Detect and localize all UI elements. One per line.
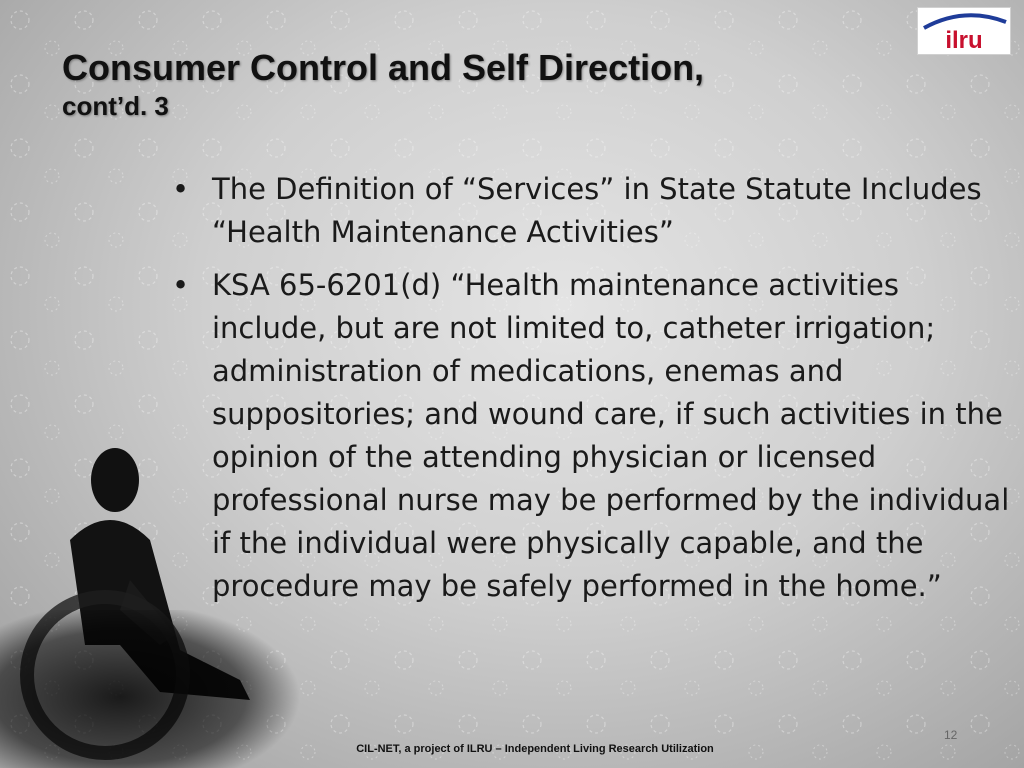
slide-title xyxy=(62,46,922,122)
bullet-list xyxy=(170,168,1016,618)
ilru-logo-mark xyxy=(918,8,1010,54)
title-main: Consumer Control and Self Direction, xyxy=(62,47,705,88)
svg-text:ilru: ilru xyxy=(945,27,983,54)
page-number: 12 xyxy=(944,728,958,742)
bullet-item xyxy=(170,264,1016,608)
footer-text: CIL-NET, a project of ILRU – Independent Living Research Utilization xyxy=(356,743,714,755)
title-subtitle: cont’d. 3 xyxy=(62,91,169,121)
bullet-marker: • xyxy=(172,268,190,302)
bullet-text: The Definition of “Services” in State Statute Includes “Health Maintenance Activities” xyxy=(212,172,982,249)
bullet-item xyxy=(170,168,1016,254)
bullet-marker: • xyxy=(172,172,190,206)
ilru-logo xyxy=(917,7,1011,55)
bullet-text: KSA 65-6201(d) “Health maintenance activities include, but are not limited to, catheter irrigation; administration of medications, enemas and suppositories; and wound care, if such activities in the opinion of the attending physician or licensed professional nurse may be performed by the individual if the individual were physically capable, and the procedure may be safely performed in the home.” xyxy=(212,268,1010,603)
